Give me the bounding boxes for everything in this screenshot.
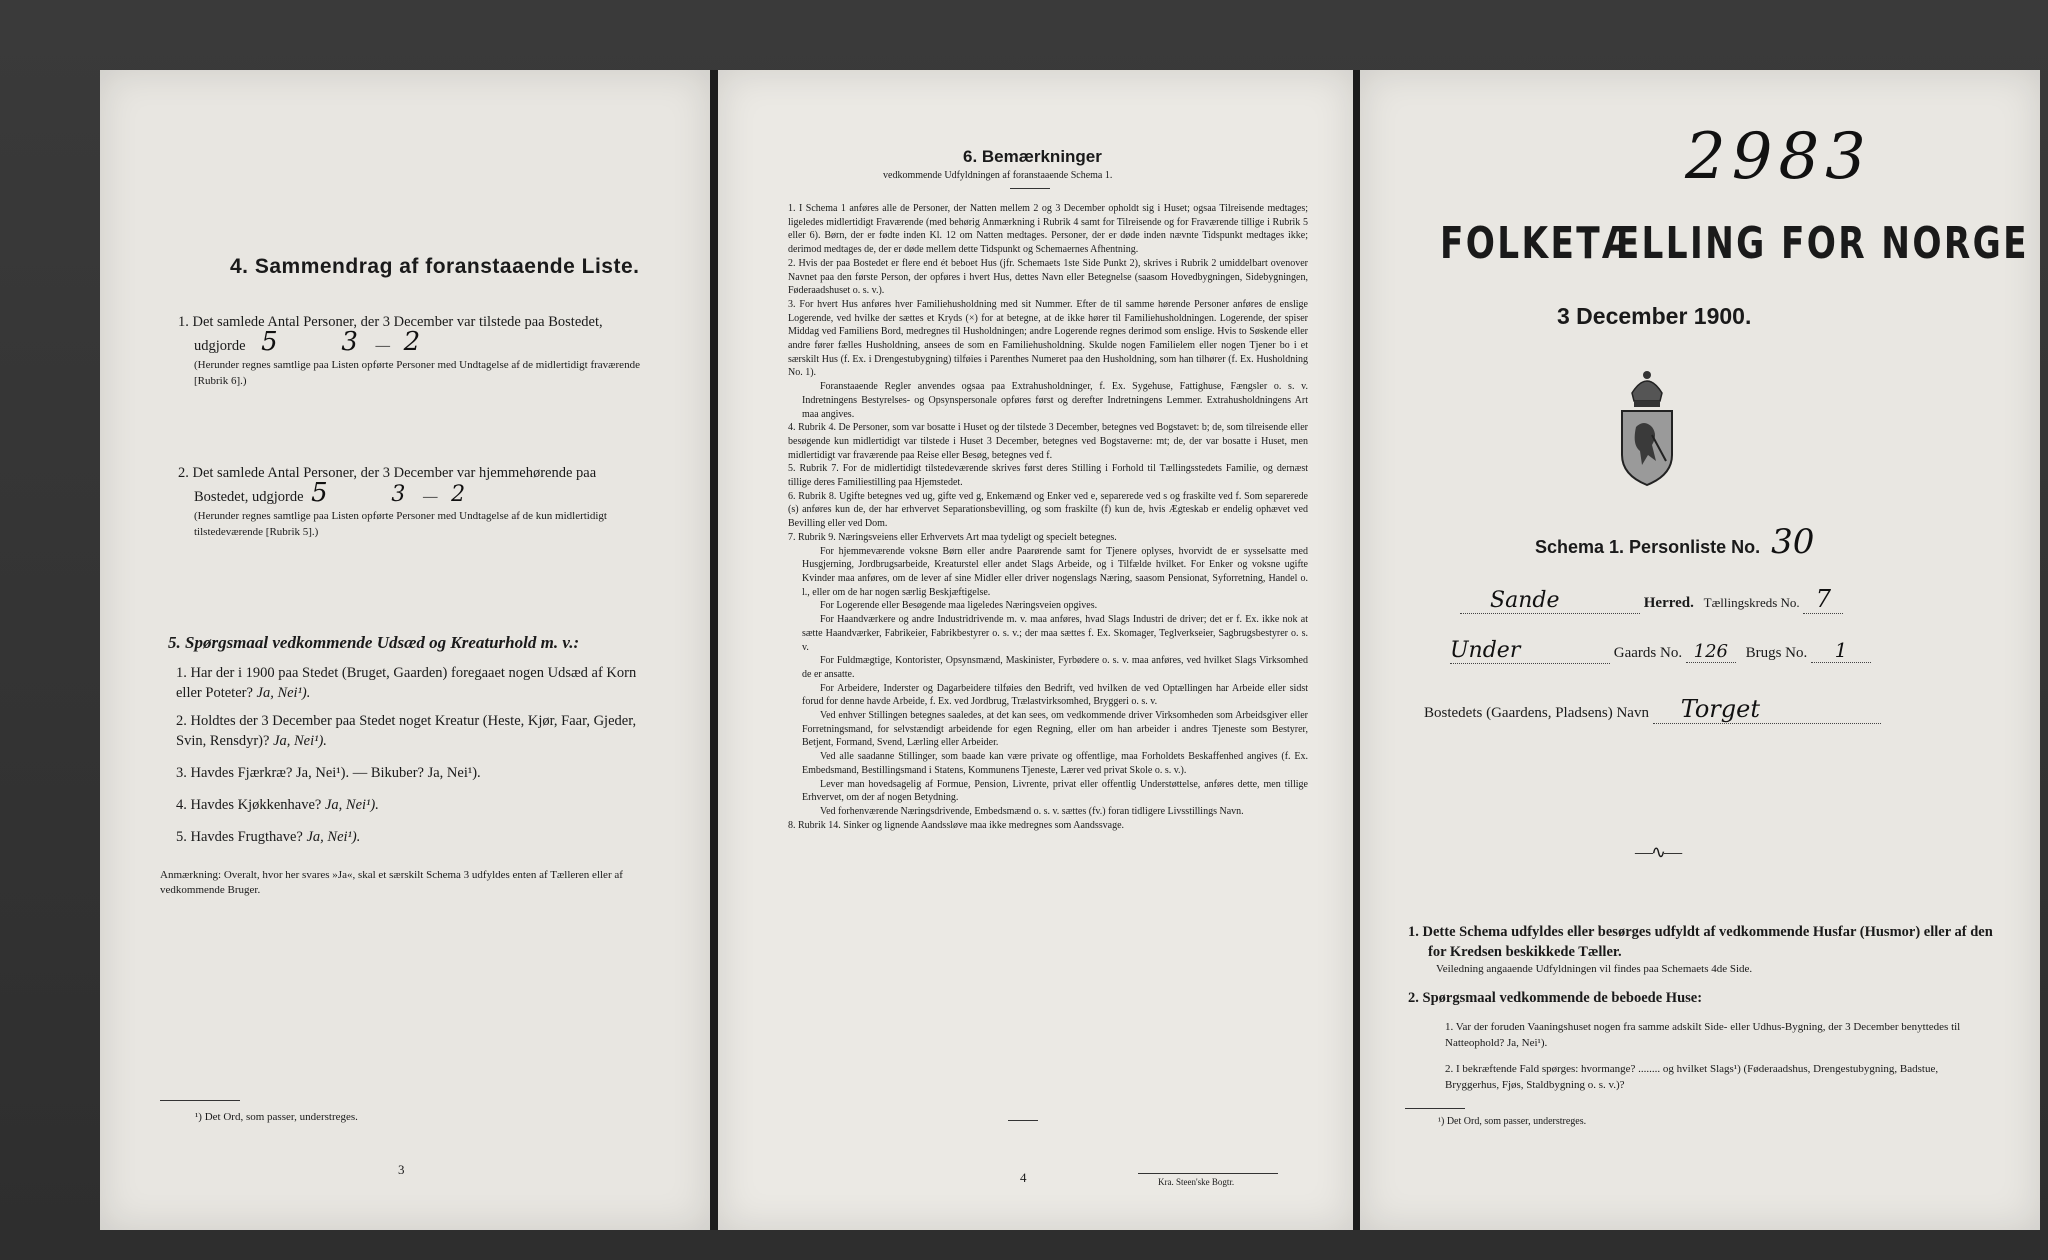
remark-paragraph: For Haandværkere og andre Industridrivende m. v. maa anføres, hvad Slags Industri de driver; det er f. Ex. ikke nok at sætte Haandværker, Fabrikeier, Fabrikbestyrer o. s. v.; der maa sættes f. Ex. Skomager, Teglverkseier, Sagbrugsbestyrer o. s. v. [802, 614, 1308, 653]
kreds-value: 7 [1803, 585, 1843, 614]
house-question-1: 1. Var der foruden Vaaningshuset nogen fra samme adskilt Side- eller Udhus-Bygning, der 3 December benyttedes til Natteophold? Ja, Nei¹). [1445, 1021, 1961, 1049]
item2-value-male: 3 [391, 482, 406, 507]
schema-label-row [1535, 522, 1814, 562]
printer-credit: Kra. Steen'ske Bogtr. [1158, 1177, 1235, 1187]
remark-paragraph: 5. Rubrik 7. For de midlertidigt tilstedeværende skrives først deres Stilling i Forhold til Tællingsstedets Familie, og dernæst tillige deres Familiestilling paa Hjemstedet. [788, 463, 1308, 489]
gaards-value: 126 [1686, 641, 1736, 663]
herred-label: Herred. [1643, 595, 1694, 611]
section5-title: 5. Spørgsmaal vedkommende Udsæd og Kreaturhold m. v.: [168, 633, 580, 652]
bosted-value: Torget [1653, 695, 1881, 724]
house-question-2: 2. I bekræftende Fald spørges: hvormange? ........ og hvilket Slags¹) (Føderaadshus, Drengestubygning, Badstue, Bryggerhus, Fjøs, Staldbygning o. s. v.)? [1445, 1063, 1939, 1091]
item2-value-total: 5 [311, 478, 328, 508]
item1-text: 1. Det samlede Antal Personer, der 3 December var tilstede paa Bostedet, [178, 314, 603, 330]
footnote: ¹) Det Ord, som passer, understreges. [195, 1111, 358, 1123]
item1-udgjorde-row: udgjorde 5 3 — 2 [194, 327, 421, 357]
herred-row [1460, 585, 1980, 614]
remark-paragraph: 2. Hvis der paa Bostedet er flere end ét beboet Hus (jfr. Schemaets 1ste Side Punkt 2), skrives i Rubrik 2 umiddelbart ovenover Navnet paa den første Person, der opføres i hvert Hus, dettes Navn eller Betegnelse (saasom Hovedbygningen, Sidebygningen, Føderaadshuset o. s. v.). [788, 257, 1308, 297]
kreds-label: Tællingskreds No. [1703, 595, 1800, 610]
section5-questions [176, 663, 656, 847]
item2-bosted-row: Bostedet, udgjorde 5 3 — 2 [194, 478, 466, 508]
question-2: 2. Holdtes der 3 December paa Stedet noget Kreatur (Heste, Kjør, Faar, Gjeder, Svin, Rensdyr)? Ja, Nei¹). [176, 713, 637, 749]
instruction-1: 1. Dette Schema udfyldes eller besørges udfyldt af vedkommende Husfar (Husmor) eller af den for Kredsen beskikkede Tæller. Veiledning angaaende Udfyldningen vil findes paa Schemaets 4de Side. [1408, 922, 1993, 978]
remark-paragraph: Ved forhenværende Næringsdrivende, Embedsmænd o. s. v. sættes (fv.) foran tidligere Livsstillings Navn. [820, 805, 1244, 817]
bosted-row [1424, 695, 2004, 724]
remark-paragraph: 1. I Schema 1 anføres alle de Personer, der Natten mellem 2 og 3 December opholdt sig i Huset; ogsaa Tilreisende medtages; ligeledes midlertidigt Fraværende (med behørig Anmærkning i Rubrik 4 samt for Tilreisende og for Fraværende tillige i Rubrik 5 eller 6). Børn, der er fødte inden Kl. 12 om Natten medtages. Personer, der er døde inden nævnte Tidspunkt medtages ikke; derimod medtages de, der er døde mellem dette Tidspunkt og Schemaernes Afhentning. [788, 203, 1308, 256]
remark-paragraph: Lever man hovedsagelig af Formue, Pension, Livrente, privat eller offentlig Understøttelse, anføres dette, men tillige Erhvervet, om der af nogen Betydning. [802, 778, 1308, 804]
footnote-right: ¹) Det Ord, som passer, understreges. [1438, 1116, 1587, 1127]
instruction-1-note: Veiledning angaaende Udfyldningen vil findes paa Schemaets 4de Side. [1436, 963, 1753, 975]
item1-value-male: 3 [341, 327, 358, 357]
item2-value-female: 2 [451, 482, 466, 507]
page-number-4: 4 [1020, 1170, 1027, 1185]
item1-value-female: 2 [403, 327, 421, 357]
page-4-remarks [718, 70, 1353, 1230]
page-number-3: 3 [398, 1162, 405, 1177]
footnote-rule-right [1405, 1108, 1465, 1109]
remark-paragraph: 6. Rubrik 8. Ugifte betegnes ved ug, gifte ved g, Enkemænd og Enker ved e, separerede ved s og fraskilte ved f. Som separerede (s) anføres kun de, der har erhvervet Separationsbevilling, og som fraskilte (f) kun de, hvis Ægteskab er endelig ophævet ved Bevilling eller ved Dom. [788, 490, 1308, 530]
bosted-label: Bostedets (Gaardens, Pladsens) Navn [1424, 705, 1649, 721]
remark-paragraph: For Fuldmægtige, Kontorister, Opsynsmænd, Maskinister, Fyrbødere o. s. v. maa anføres, ved hvilket Slags Virksomhed de er ansatte. [802, 655, 1308, 680]
remark-paragraph: 3. For hvert Hus anføres hver Familiehusholdning med sit Nummer. Efter de til samme hørende Personer anføres de enslige Logerende, ved hvilke der sættes et Kryds (×) for at betegne, at de ikke hører til Familiehusholdningen. Logerende, der spiser Middag ved Familiens Bord, medregnes til Husholdningen; andre Logerende regnes derimod som enslige. Hvis to Søskende eller andre fører fælles Husholdning, ansees de som en Familiehusholdning. Skulde nogen Familielem eller nogen Tjener bo i et særskilt Hus (f. Ex. i Drengestubygning) tilføies i Parenthes Numeret paa den Husholdning, som han tilhører (f. Ex. Husholdning No. 1). [788, 298, 1308, 379]
schema-label: Schema 1. Personliste No. [1535, 537, 1761, 557]
brugs-label: Brugs No. [1745, 645, 1808, 661]
herred-value: Sande [1460, 588, 1640, 614]
page-divider [710, 70, 718, 1230]
schema-personliste-no: 30 [1771, 522, 1815, 562]
page-1-cover [1360, 70, 2040, 1230]
remark-paragraph: Foranstaaende Regler anvendes ogsaa paa Extrahusholdninger, f. Ex. Sygehuse, Fattighuse, Fængsler o. s. v. Indretningens Bestyrelses- og Opsynspersonale opføres først og derefter Indretningens Lemmer. Extrahusholdningens Art maa angives. [802, 381, 1308, 420]
section4-item2 [178, 463, 648, 540]
remark-paragraph: For hjemmeværende voksne Børn eller andre Paarørende samt for Tjenere oplyses, hvorvidt de er sysselsatte med Husgjerning, Jordbrugsarbeide, Kreaturstel eller andet Slags Arbeide, og i Tilfælde hvilket. For Enker og voksne ugifte Kvinder maa anføres, om de lever af sine Midler eller driver nogenslags Næring, saasom Pensionat, Syforretning, Handel o. l., eller om de har nogen særlig Beskjæftigelse. [802, 545, 1308, 598]
remarks-subtitle: vedkommende Udfyldningen af foranstaaende Schema 1. [883, 170, 1113, 181]
archive-stamp-number: 2983 [1685, 120, 1872, 194]
instruction-2: 2. Spørgsmaal vedkommende de beboede Huse: [1408, 990, 1703, 1006]
item2-text: 2. Det samlede Antal Personer, der 3 December var hjemmehørende paa [178, 465, 597, 481]
remark-paragraph: 4. Rubrik 4. De Personer, som var bosatte i Huset og der tilstede 3 December, betegnes ved Bogstavet: b; de, som tilreisende eller besøgende kun midlertidigt var tilstede i Huset 3 December, betegnes ved Bogstaverne: mt; de, der var bosatte i Huset, men midlertidigt var fraværende paa Reise eller Besøg, betegnes ved f. [788, 422, 1308, 461]
question-1: 1. Har der i 1900 paa Stedet (Bruget, Gaarden) foregaaet nogen Udsæd af Korn eller Poteter? Ja, Nei¹). [176, 665, 637, 701]
item2-bosted-label: Bostedet, udgjorde [194, 489, 304, 505]
coat-of-arms-icon [1612, 365, 1682, 495]
remark-paragraph: For Arbeidere, Inderster og Dagarbeidere tilføies den Bedrift, ved hvilken de ved Optællingen har Arbeide eller sidst forud for denne havde Arbeide, f. Ex. ved Jordbrug, Trælastvirksomhed, Bryggeri o. s. v. [802, 682, 1308, 708]
section4-item1 [178, 312, 648, 389]
question-4: 4. Havdes Kjøkkenhave? Ja, Nei¹). [176, 797, 379, 813]
remark-paragraph: Ved alle saadanne Stillinger, som baade kan være private og offentlige, maa Forholdets Beskaffenhed angives (f. Ex. Embedsmand, Bestillingsmand i Statens, Kommunens Tjeneste, Lærer ved privat Skole o. s. v.). [802, 751, 1308, 776]
page-3-summary [100, 70, 710, 1230]
item1-udgjorde-label: udgjorde [194, 338, 246, 354]
ornament-divider: —∿— [1635, 842, 1681, 862]
item1-value-total: 5 [261, 327, 278, 357]
item1-note: (Herunder regnes samtlige paa Listen opførte Personer med Undtagelse af de midlertidigt fraværende [Rubrik 6].) [194, 359, 640, 387]
item2-note: (Herunder regnes samtlige paa Listen opførte Personer med Undtagelse af de kun midlertidigt tilstedeværende [Rubrik 5].) [194, 510, 607, 538]
remarks-title: 6. Bemærkninger [963, 147, 1102, 166]
gaard-prefix: Under [1450, 638, 1610, 664]
end-rule [1008, 1120, 1038, 1121]
section5-remark: Anmærkning: Overalt, hvor her svares »Ja«, skal et særskilt Schema 3 udfyldes enten af Tælleren eller af vedkommende Bruger. [160, 869, 623, 896]
remarks-body [788, 202, 1308, 832]
census-date: 3 December 1900. [1557, 303, 1752, 329]
remark-paragraph: 7. Rubrik 9. Næringsveiens eller Erhvervets Art maa tydeligt og specielt betegnes. [788, 531, 1117, 543]
brugs-value: 1 [1811, 638, 1871, 663]
printer-rule [1138, 1173, 1278, 1174]
footnote-rule [160, 1100, 240, 1101]
remark-paragraph: Ved enhver Stillingen betegnes saaledes, at det kan sees, om vedkommende driver Virksomheden som Arbeidsgiver eller Forretningsmand, for selvstændigt arbeidende for egen Regning, eller om han arbeider i andres Tjeneste som Bestyrer, Betjent, Formand, Svend, Lærling eller Arbeider. [802, 710, 1308, 749]
title-rule [1010, 188, 1050, 189]
question-5: 5. Havdes Frugthave? Ja, Nei¹). [176, 829, 361, 845]
question-3: 3. Havdes Fjærkræ? Ja, Nei¹). — Bikuber? Ja, Nei¹). [176, 765, 481, 781]
section4-title: 4. Sammendrag af foranstaaende Liste. [230, 255, 640, 278]
gaards-label: Gaards No. [1613, 645, 1683, 661]
remark-paragraph: 8. Rubrik 14. Sinker og lignende Aandssløve maa ikke medregnes som Aandssvage. [788, 819, 1125, 831]
remark-paragraph: For Logerende eller Besøgende maa ligeledes Næringsveien opgives. [820, 600, 1098, 612]
main-title: FOLKETÆLLING FOR NORGE [1440, 218, 2029, 269]
gaard-row [1450, 638, 1990, 664]
